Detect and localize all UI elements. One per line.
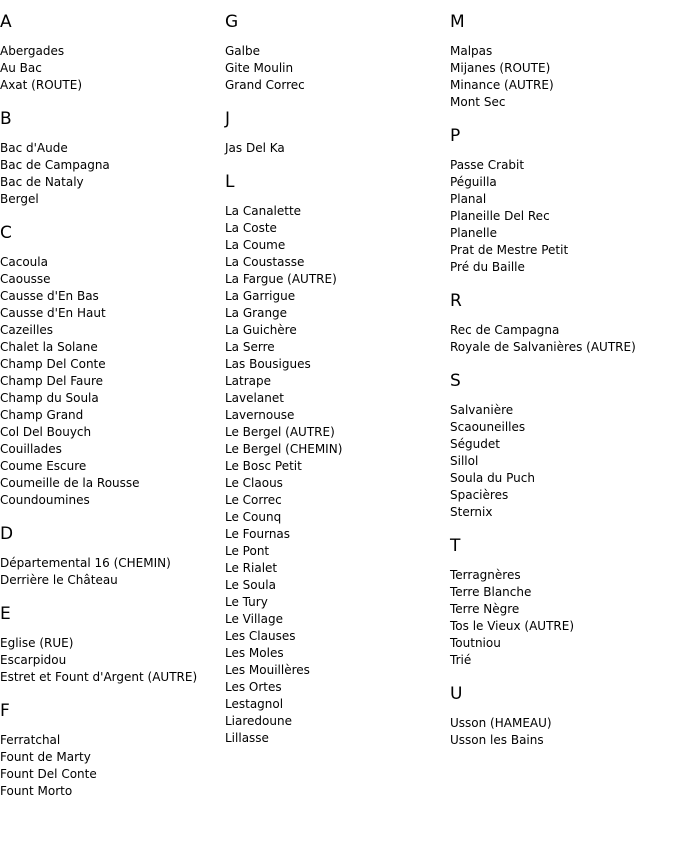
- place-link[interactable]: Fount Morto: [0, 784, 73, 798]
- place-link[interactable]: La Coume: [225, 238, 286, 252]
- place-link[interactable]: Grand Correc: [225, 78, 305, 92]
- section-letter-heading: S: [450, 371, 461, 391]
- place-link[interactable]: Prat de Mestre Petit: [450, 243, 569, 257]
- place-link[interactable]: Départemental 16 (CHEMIN): [0, 556, 171, 570]
- letter-section: [0, 701, 225, 800]
- place-link[interactable]: Terre Blanche: [450, 585, 532, 599]
- section-letter-heading: T: [450, 536, 461, 556]
- section-letter-heading: P: [450, 126, 461, 146]
- place-link[interactable]: Le Bosc Petit: [225, 459, 302, 473]
- place-link[interactable]: Mijanes (ROUTE): [450, 61, 551, 75]
- place-link[interactable]: Planal: [450, 192, 487, 206]
- place-list: [0, 254, 225, 509]
- place-list: [0, 43, 225, 94]
- place-list: [450, 402, 675, 521]
- place-list: [450, 715, 675, 749]
- place-link[interactable]: La Canalette: [225, 204, 302, 218]
- place-link[interactable]: Ferratchal: [0, 733, 61, 747]
- place-link[interactable]: Le Fournas: [225, 527, 291, 541]
- place-link[interactable]: Salvanière: [450, 403, 514, 417]
- section-letter-heading: M: [450, 12, 465, 32]
- section-letter-heading: J: [225, 109, 231, 129]
- section-letter-heading: B: [0, 109, 12, 129]
- letter-section: [225, 12, 450, 94]
- place-link[interactable]: Le Soula: [225, 578, 276, 592]
- place-link[interactable]: Abergades: [0, 44, 65, 58]
- letter-section: [450, 12, 675, 111]
- place-link[interactable]: Lestagnol: [225, 697, 284, 711]
- place-link[interactable]: Usson les Bains: [450, 733, 544, 747]
- place-link[interactable]: Tos le Vieux (AUTRE): [450, 619, 575, 633]
- place-link[interactable]: Trié: [450, 653, 472, 667]
- place-link[interactable]: Péguilla: [450, 175, 497, 189]
- place-link[interactable]: Gite Moulin: [225, 61, 294, 75]
- letter-section: [225, 172, 450, 747]
- place-link[interactable]: La Coustasse: [225, 255, 305, 269]
- place-list: [450, 322, 675, 356]
- place-link[interactable]: Le Tury: [225, 595, 268, 609]
- place-list: [450, 567, 675, 669]
- place-link[interactable]: Terre Nègre: [450, 602, 520, 616]
- place-link[interactable]: Coundoumines: [0, 493, 90, 507]
- place-link[interactable]: Mont Sec: [450, 95, 506, 109]
- place-list: [225, 203, 450, 747]
- place-link[interactable]: Lavelanet: [225, 391, 284, 405]
- section-letter-heading: R: [450, 291, 462, 311]
- place-link[interactable]: La Serre: [225, 340, 275, 354]
- place-link[interactable]: Derrière le Château: [0, 573, 118, 587]
- place-link[interactable]: Causse d'En Haut: [0, 306, 106, 320]
- section-letter-heading: U: [450, 684, 463, 704]
- letter-section: [450, 126, 675, 276]
- place-link[interactable]: Lillasse: [225, 731, 269, 745]
- place-link[interactable]: La Grange: [225, 306, 288, 320]
- place-link[interactable]: Bac de Campagna: [0, 158, 110, 172]
- place-link[interactable]: Pré du Baille: [450, 260, 525, 274]
- place-link[interactable]: Estret et Fount d'Argent (AUTRE): [0, 670, 198, 684]
- place-link[interactable]: Cacoula: [0, 255, 48, 269]
- place-link[interactable]: Champ Del Faure: [0, 374, 104, 388]
- place-link[interactable]: Ségudet: [450, 437, 500, 451]
- place-list: [0, 635, 225, 686]
- place-link[interactable]: Coume Escure: [0, 459, 87, 473]
- letter-section: [0, 223, 225, 509]
- place-link[interactable]: Scaouneilles: [450, 420, 526, 434]
- letter-section: [450, 371, 675, 521]
- place-link[interactable]: Sillol: [450, 454, 479, 468]
- place-link[interactable]: Bac d'Aude: [0, 141, 68, 155]
- place-link[interactable]: Passe Crabit: [450, 158, 525, 172]
- place-link[interactable]: Royale de Salvanières (AUTRE): [450, 340, 636, 354]
- section-letter-heading: E: [0, 604, 11, 624]
- section-letter-heading: L: [225, 172, 235, 192]
- place-link[interactable]: Las Bousigues: [225, 357, 311, 371]
- place-link[interactable]: Eglise (RUE): [0, 636, 74, 650]
- place-link[interactable]: Soula du Puch: [450, 471, 535, 485]
- letter-section: [0, 12, 225, 94]
- place-link[interactable]: Le Village: [225, 612, 283, 626]
- place-link[interactable]: Champ du Soula: [0, 391, 99, 405]
- place-link[interactable]: Sternix: [450, 505, 493, 519]
- place-link[interactable]: Chalet la Solane: [0, 340, 98, 354]
- place-link[interactable]: Caousse: [0, 272, 51, 286]
- place-link[interactable]: La Garrigue: [225, 289, 296, 303]
- place-link[interactable]: Le Bergel (CHEMIN): [225, 442, 343, 456]
- place-link[interactable]: Fount de Marty: [0, 750, 91, 764]
- place-list: [0, 732, 225, 800]
- place-list: [225, 140, 450, 157]
- place-link[interactable]: Le Counq: [225, 510, 282, 524]
- section-letter-heading: A: [0, 12, 12, 32]
- place-link[interactable]: Spacières: [450, 488, 509, 502]
- place-link[interactable]: Champ Grand: [0, 408, 84, 422]
- place-link[interactable]: Rec de Campagna: [450, 323, 560, 337]
- place-link[interactable]: Champ Del Conte: [0, 357, 106, 371]
- place-link[interactable]: Le Rialet: [225, 561, 278, 575]
- place-list: [450, 43, 675, 111]
- place-link[interactable]: Minance (AUTRE): [450, 78, 554, 92]
- letter-section: [450, 684, 675, 749]
- place-link[interactable]: Planelle: [450, 226, 497, 240]
- place-link[interactable]: Lavernouse: [225, 408, 295, 422]
- place-list: [450, 157, 675, 276]
- section-letter-heading: F: [0, 701, 10, 721]
- place-link[interactable]: Au Bac: [0, 61, 42, 75]
- place-link[interactable]: Bac de Nataly: [0, 175, 84, 189]
- place-link[interactable]: Planeille Del Rec: [450, 209, 550, 223]
- place-link[interactable]: Terragnères: [450, 568, 521, 582]
- index-column-3: [450, 0, 675, 764]
- place-link[interactable]: Malpas: [450, 44, 493, 58]
- place-link[interactable]: Les Mouillères: [225, 663, 310, 677]
- letter-section: [0, 109, 225, 208]
- place-list: [225, 43, 450, 94]
- place-link[interactable]: Couillades: [0, 442, 62, 456]
- place-link[interactable]: Escarpidou: [0, 653, 67, 667]
- section-letter-heading: D: [0, 524, 14, 544]
- place-link[interactable]: Coumeille de la Rousse: [0, 476, 140, 490]
- place-list: [0, 140, 225, 208]
- letter-section: [0, 604, 225, 686]
- place-link[interactable]: Fount Del Conte: [0, 767, 97, 781]
- place-link[interactable]: Le Pont: [225, 544, 270, 558]
- place-link[interactable]: Col Del Bouych: [0, 425, 92, 439]
- place-link[interactable]: Toutniou: [450, 636, 501, 650]
- place-link[interactable]: Les Ortes: [225, 680, 282, 694]
- place-link[interactable]: La Fargue (AUTRE): [225, 272, 337, 286]
- place-link[interactable]: Bergel: [0, 192, 39, 206]
- place-link[interactable]: Liaredoune: [225, 714, 292, 728]
- index-column-1: [0, 0, 225, 815]
- letter-section: [225, 109, 450, 157]
- place-link[interactable]: Le Correc: [225, 493, 282, 507]
- place-link[interactable]: Le Bergel (AUTRE): [225, 425, 335, 439]
- place-link[interactable]: La Coste: [225, 221, 277, 235]
- place-link[interactable]: Cazeilles: [0, 323, 54, 337]
- place-link[interactable]: Galbe: [225, 44, 260, 58]
- place-link[interactable]: Latrape: [225, 374, 272, 388]
- letter-section: [0, 524, 225, 589]
- place-link[interactable]: Les Moles: [225, 646, 284, 660]
- place-link[interactable]: Causse d'En Bas: [0, 289, 99, 303]
- letter-section: [450, 536, 675, 669]
- section-letter-heading: G: [225, 12, 239, 32]
- place-link[interactable]: Usson (HAMEAU): [450, 716, 552, 730]
- place-link[interactable]: Le Claous: [225, 476, 283, 490]
- index-column-2: [225, 0, 450, 762]
- place-link[interactable]: Axat (ROUTE): [0, 78, 83, 92]
- place-link[interactable]: La Guichère: [225, 323, 297, 337]
- place-list: [0, 555, 225, 589]
- place-link[interactable]: Jas Del Ka: [225, 141, 285, 155]
- place-link[interactable]: Les Clauses: [225, 629, 296, 643]
- section-letter-heading: C: [0, 223, 12, 243]
- letter-section: [450, 291, 675, 356]
